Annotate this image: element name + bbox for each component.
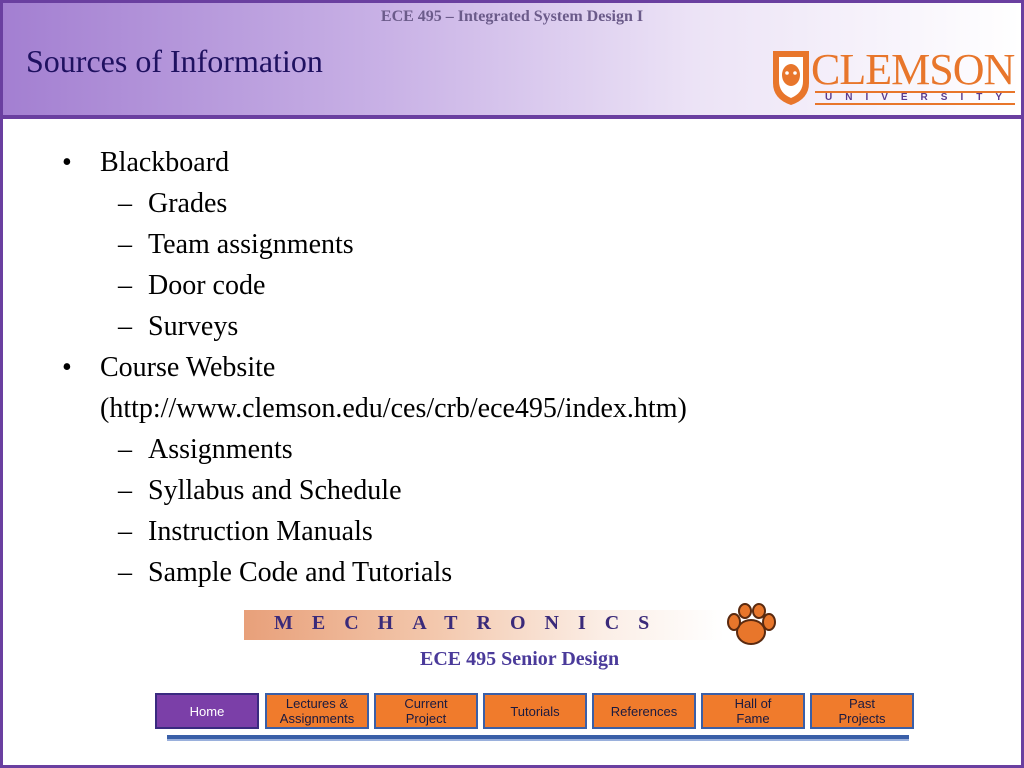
sub-bullet-item (118, 310, 239, 344)
sub-bullet-item (118, 269, 266, 303)
bullet-text: Blackboard (100, 147, 230, 178)
course-website-url[interactable] (100, 392, 687, 426)
tiger-paw-icon (721, 602, 777, 648)
sub-bullet-item (118, 433, 293, 467)
bullet-item (62, 146, 230, 180)
nav-past-projects-button[interactable] (810, 693, 914, 729)
bullet-text: Course Website (100, 352, 276, 383)
sub-bullet-text: Grades (148, 188, 228, 219)
nav-label: Tutorials (510, 703, 560, 719)
nav-tutorials-button[interactable] (483, 693, 587, 729)
sub-bullet-item (118, 474, 402, 508)
nav-lectures-button[interactable] (265, 693, 369, 729)
nav-label: Hall of Fame (734, 696, 772, 726)
mechatronics-title: MECHATRONICS (274, 612, 669, 634)
tiger-crest-icon (769, 47, 813, 107)
sub-bullet-text: Door code (148, 270, 266, 301)
mechatronics-banner (244, 610, 724, 640)
slide-header (3, 3, 1021, 119)
slide-title: Sources of Information (26, 43, 323, 79)
bullet-mark: • (62, 352, 72, 383)
sub-bullet-item (118, 228, 354, 262)
sub-bullet-mark: – (118, 229, 132, 260)
nav-label: References (610, 703, 678, 719)
sub-bullet-text: Sample Code and Tutorials (148, 557, 453, 588)
sub-bullet-mark: – (118, 188, 132, 219)
nav-current-project-button[interactable] (374, 693, 478, 729)
nav-references-button[interactable] (592, 693, 696, 729)
logo-subtext: UNIVERSITY (815, 91, 1015, 105)
sub-bullet-text: Surveys (148, 311, 239, 342)
sub-bullet-mark: – (118, 434, 132, 465)
sub-bullet-text: Assignments (148, 434, 293, 465)
site-nav (155, 693, 915, 733)
bullet-mark: • (62, 147, 72, 178)
course-title: ECE 495 – Integrated System Design I (380, 8, 644, 25)
nav-label: Current Project (404, 696, 448, 726)
sub-bullet-text: Syllabus and Schedule (148, 475, 402, 506)
sub-bullet-mark: – (118, 557, 132, 588)
nav-hall-of-fame-button[interactable] (701, 693, 805, 729)
clemson-logo (769, 47, 1017, 109)
senior-design-subtitle: ECE 495 Senior Design (420, 648, 620, 670)
nav-label: Past Projects (838, 696, 886, 726)
sub-bullet-text: Team assignments (148, 229, 354, 260)
nav-label: Lectures & Assignments (279, 696, 355, 726)
nav-home-button[interactable] (155, 693, 259, 729)
sub-bullet-mark: – (118, 475, 132, 506)
sub-bullet-mark: – (118, 516, 132, 547)
sub-bullet-mark: – (118, 311, 132, 342)
url-text: (http://www.clemson.edu/ces/crb/ece495/index.htm) (100, 393, 687, 424)
sub-bullet-item (118, 187, 228, 221)
bullet-item (62, 351, 276, 385)
nav-underline (167, 735, 909, 741)
sub-bullet-item (118, 515, 373, 549)
logo-wordmark: CLEMSON (811, 45, 1015, 94)
sub-bullet-text: Instruction Manuals (148, 516, 373, 547)
sub-bullet-mark: – (118, 270, 132, 301)
nav-label: Home (189, 703, 225, 719)
sub-bullet-item (118, 556, 453, 590)
